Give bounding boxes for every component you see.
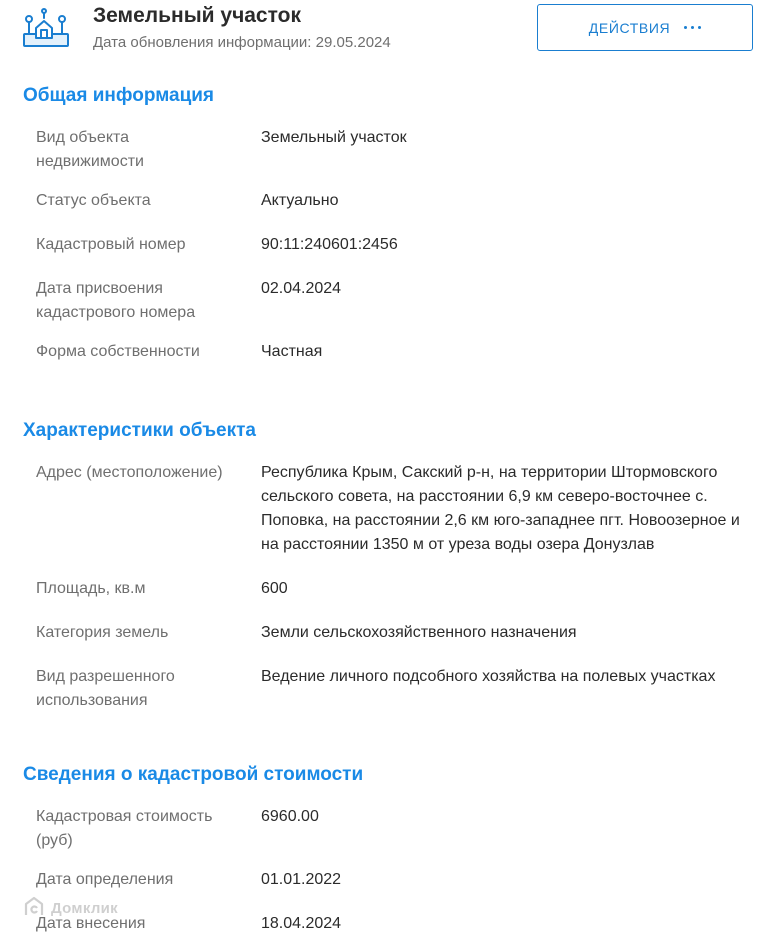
address-value: Республика Крым, Сакский р-н, на территории Штормовского сельского совета, на расстоянии 6,9 км северо-восточнее с. Поповка, на расстоянии 2,6 км юго-западнее пгт. Новоозерное и на расстоянии 1350 м от уреза воды озера Донузлав bbox=[261, 464, 740, 553]
row-value: 18.04.2024 bbox=[261, 915, 342, 932]
row-label: Площадь, кв.м bbox=[36, 580, 146, 597]
section-title-general: Общая информация bbox=[23, 85, 215, 106]
row-value: 6960.00 bbox=[261, 808, 319, 825]
domclick-logo-icon bbox=[23, 895, 45, 922]
section-title-characteristics: Характеристики объекта bbox=[23, 420, 256, 441]
row-label: Категория земель bbox=[36, 624, 169, 641]
watermark-text: Домклик bbox=[51, 900, 118, 917]
actions-button-label: ДЕЙСТВИЯ bbox=[588, 19, 671, 36]
row-value: Земли сельскохозяйственного назначения bbox=[261, 624, 577, 641]
row-value: Актуально bbox=[261, 192, 339, 209]
land-plot-icon bbox=[22, 8, 70, 48]
row-label: Дата определения bbox=[36, 871, 174, 888]
row-label: Адрес (местоположение) bbox=[36, 464, 223, 481]
row-value: 600 bbox=[261, 580, 288, 597]
watermark bbox=[23, 895, 118, 922]
row-label: Форма собственности bbox=[36, 343, 200, 360]
update-date: Дата обновления информации: 29.05.2024 bbox=[93, 34, 391, 51]
row-label: Вид объекта недвижимости bbox=[36, 129, 144, 170]
row-label: Вид разрешенного использования bbox=[36, 668, 175, 709]
row-label: Кадастровая стоимость (руб) bbox=[36, 808, 213, 849]
actions-button[interactable] bbox=[537, 4, 753, 51]
row-value: Ведение личного подсобного хозяйства на полевых участках bbox=[261, 668, 716, 685]
row-label: Дата внесения bbox=[36, 915, 146, 932]
page-title: Земельный участок bbox=[93, 4, 301, 27]
row-value: 01.01.2022 bbox=[261, 871, 342, 888]
row-label: Дата присвоения кадастрового номера bbox=[36, 280, 196, 321]
row-value: Земельный участок bbox=[261, 129, 407, 146]
row-label: Кадастровый номер bbox=[36, 236, 186, 253]
header bbox=[0, 0, 760, 60]
row-label: Статус объекта bbox=[36, 192, 151, 209]
row-value: Частная bbox=[261, 343, 323, 360]
more-dots-icon bbox=[684, 26, 701, 29]
cadastral-number: 90:11:240601:2456 bbox=[261, 236, 398, 253]
section-title-cadastral-value: Сведения о кадастровой стоимости bbox=[23, 764, 364, 785]
row-value: 02.04.2024 bbox=[261, 280, 342, 297]
